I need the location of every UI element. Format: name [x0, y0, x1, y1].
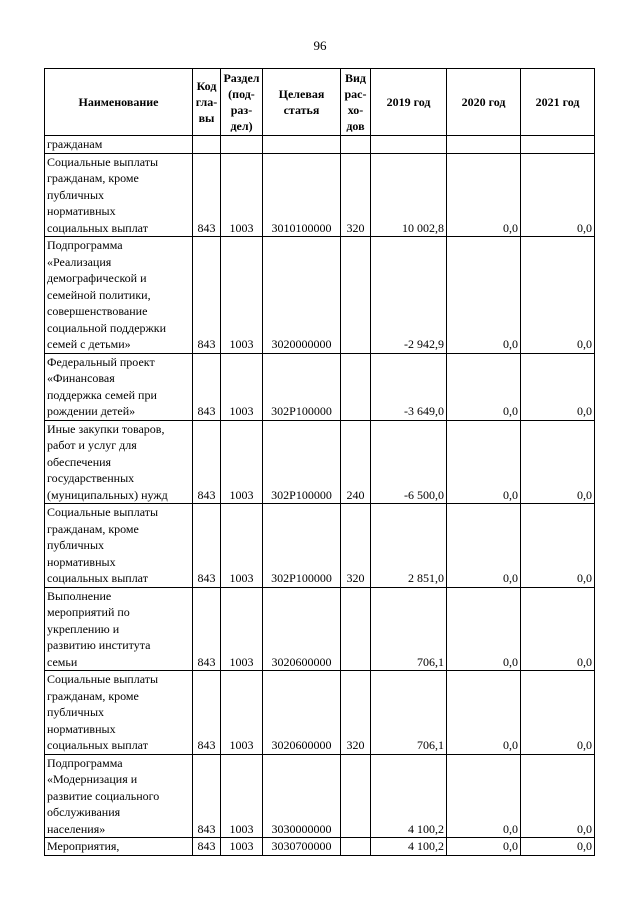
row-code-cell: 843	[193, 237, 221, 354]
row-code-cell: 843	[193, 153, 221, 237]
row-2019-cell: 706,1	[371, 671, 447, 755]
row-name-cell: Выполнение мероприятий по укреплению и развитию института семьи	[45, 587, 193, 671]
row-2021-cell: 0,0	[521, 587, 595, 671]
row-name-cell: Подпрограмма «Модернизация и развитие социального обслуживания населения»	[45, 754, 193, 838]
row-target-cell: 302P100000	[263, 353, 341, 420]
row-2020-cell	[447, 136, 521, 154]
row-target-cell: 302P100000	[263, 420, 341, 504]
row-2020-cell: 0,0	[447, 153, 521, 237]
row-section-cell: 1003	[221, 420, 263, 504]
row-target-cell: 3030700000	[263, 838, 341, 856]
table-row	[45, 754, 595, 838]
row-code-cell	[193, 136, 221, 154]
row-2021-cell: 0,0	[521, 754, 595, 838]
row-2020-cell: 0,0	[447, 754, 521, 838]
row-2021-cell: 0,0	[521, 504, 595, 588]
table-row	[45, 504, 595, 588]
table-header-row	[45, 69, 595, 136]
row-2021-cell	[521, 136, 595, 154]
row-target-cell: 3020600000	[263, 587, 341, 671]
row-name-cell: Социальные выплаты гражданам, кроме публичных нормативных социальных выплат	[45, 504, 193, 588]
row-expense-type-cell: 320	[341, 504, 371, 588]
row-expense-type-cell: 320	[341, 153, 371, 237]
row-2020-cell: 0,0	[447, 353, 521, 420]
row-2019-cell: -2 942,9	[371, 237, 447, 354]
row-expense-type-cell	[341, 353, 371, 420]
table-row	[45, 153, 595, 237]
row-2020-cell: 0,0	[447, 838, 521, 856]
table-row	[45, 420, 595, 504]
row-target-cell: 3020600000	[263, 671, 341, 755]
row-target-cell: 302P100000	[263, 504, 341, 588]
row-code-cell: 843	[193, 420, 221, 504]
header-2021: 2021 год	[521, 69, 595, 136]
row-2020-cell: 0,0	[447, 420, 521, 504]
row-2019-cell: 10 002,8	[371, 153, 447, 237]
table-row	[45, 353, 595, 420]
row-2019-cell: 2 851,0	[371, 504, 447, 588]
row-2021-cell: 0,0	[521, 237, 595, 354]
row-name-cell: Социальные выплаты гражданам, кроме публичных нормативных социальных выплат	[45, 671, 193, 755]
table-row	[45, 237, 595, 354]
row-name-cell: Иные закупки товаров, работ и услуг для обеспечения государственных (муниципальных) нужд	[45, 420, 193, 504]
row-expense-type-cell	[341, 237, 371, 354]
row-2021-cell: 0,0	[521, 671, 595, 755]
row-section-cell: 1003	[221, 838, 263, 856]
table-row	[45, 136, 595, 154]
row-2019-cell: -6 500,0	[371, 420, 447, 504]
row-2021-cell: 0,0	[521, 153, 595, 237]
header-expense-type: Вид рас- хо- дов	[341, 69, 371, 136]
row-section-cell	[221, 136, 263, 154]
row-2019-cell: -3 649,0	[371, 353, 447, 420]
row-name-cell: Мероприятия,	[45, 838, 193, 856]
row-2019-cell: 4 100,2	[371, 754, 447, 838]
row-code-cell: 843	[193, 353, 221, 420]
row-name-cell: Федеральный проект «Финансовая поддержка семей при рождении детей»	[45, 353, 193, 420]
row-2020-cell: 0,0	[447, 237, 521, 354]
header-target: Целевая статья	[263, 69, 341, 136]
header-2020: 2020 год	[447, 69, 521, 136]
header-section: Раздел (под- раз- дел)	[221, 69, 263, 136]
header-name: Наименование	[45, 69, 193, 136]
row-section-cell: 1003	[221, 153, 263, 237]
table-row	[45, 671, 595, 755]
table-body	[45, 136, 595, 856]
row-2019-cell: 4 100,2	[371, 838, 447, 856]
row-code-cell: 843	[193, 671, 221, 755]
page-number: 96	[313, 38, 327, 53]
row-section-cell: 1003	[221, 237, 263, 354]
row-2019-cell	[371, 136, 447, 154]
row-code-cell: 843	[193, 587, 221, 671]
row-target-cell: 3030000000	[263, 754, 341, 838]
row-code-cell: 843	[193, 504, 221, 588]
row-expense-type-cell: 320	[341, 671, 371, 755]
header-2019: 2019 год	[371, 69, 447, 136]
row-section-cell: 1003	[221, 671, 263, 755]
budget-table	[44, 68, 595, 856]
row-2019-cell: 706,1	[371, 587, 447, 671]
table-row	[45, 587, 595, 671]
row-expense-type-cell	[341, 136, 371, 154]
row-name-cell: Социальные выплаты гражданам, кроме публичных нормативных социальных выплат	[45, 153, 193, 237]
row-target-cell: 3010100000	[263, 153, 341, 237]
row-expense-type-cell	[341, 754, 371, 838]
row-code-cell: 843	[193, 838, 221, 856]
table-row	[45, 838, 595, 856]
row-section-cell: 1003	[221, 754, 263, 838]
row-name-cell: гражданам	[45, 136, 193, 154]
row-expense-type-cell	[341, 838, 371, 856]
row-2020-cell: 0,0	[447, 504, 521, 588]
row-name-cell: Подпрограмма «Реализация демографической и семейной политики, совершенствование социальной поддержки семей с детьми»	[45, 237, 193, 354]
row-section-cell: 1003	[221, 587, 263, 671]
row-target-cell: 3020000000	[263, 237, 341, 354]
row-2021-cell: 0,0	[521, 838, 595, 856]
row-section-cell: 1003	[221, 504, 263, 588]
row-target-cell	[263, 136, 341, 154]
row-expense-type-cell: 240	[341, 420, 371, 504]
row-2020-cell: 0,0	[447, 671, 521, 755]
row-2021-cell: 0,0	[521, 420, 595, 504]
row-2021-cell: 0,0	[521, 353, 595, 420]
header-code: Код гла- вы	[193, 69, 221, 136]
row-code-cell: 843	[193, 754, 221, 838]
row-2020-cell: 0,0	[447, 587, 521, 671]
row-section-cell: 1003	[221, 353, 263, 420]
row-expense-type-cell	[341, 587, 371, 671]
